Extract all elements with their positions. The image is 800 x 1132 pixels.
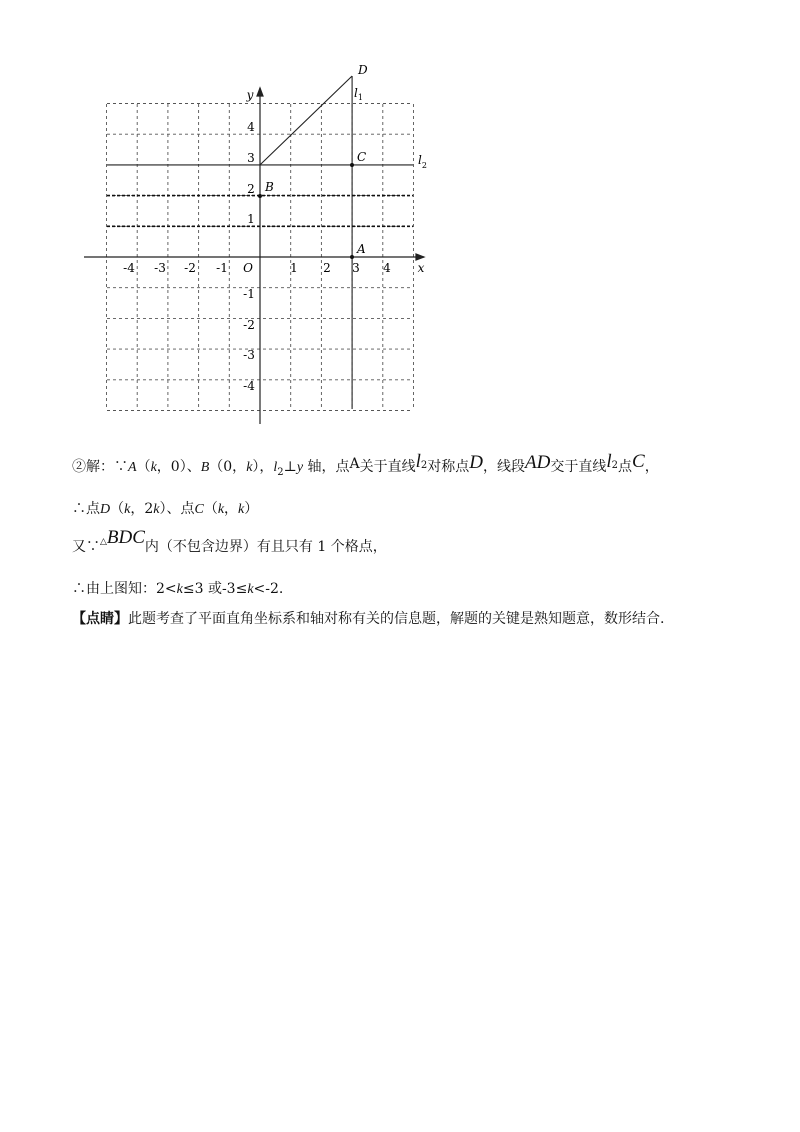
y-tick-label-neg2: -2 bbox=[243, 318, 255, 332]
y-tick-label-neg1: -1 bbox=[243, 287, 255, 301]
text-fragment: ）、点 bbox=[159, 501, 195, 517]
text-fragment: 交于直线 bbox=[550, 459, 607, 475]
text-fragment: ） bbox=[244, 501, 259, 517]
subscript: 2 bbox=[611, 460, 619, 471]
text-fragment: ）， bbox=[252, 459, 274, 475]
var-b: B bbox=[200, 460, 210, 475]
text-fragment: （0， bbox=[209, 459, 247, 475]
line-label-l1: $l_1$ bbox=[354, 86, 363, 102]
subscript: 2 bbox=[420, 460, 428, 471]
var-d: D bbox=[100, 502, 111, 517]
var-k: k bbox=[247, 582, 254, 597]
x-tick-label-1: 1 bbox=[290, 261, 298, 275]
y-tick-label-neg3: -3 bbox=[243, 348, 255, 362]
var-a-upright: A bbox=[349, 456, 360, 472]
triangle-bdc: BDC bbox=[106, 527, 145, 548]
text-fragment: ， bbox=[644, 459, 659, 475]
y-tick-label-neg4: -4 bbox=[243, 379, 255, 393]
text-fragment: ，0）、 bbox=[156, 459, 201, 475]
line-label-l2: $l_2$ bbox=[418, 153, 427, 170]
x-tick-label-2: 2 bbox=[323, 261, 331, 275]
point-label-b: B bbox=[265, 180, 274, 194]
text-fragment: 对称点 bbox=[427, 459, 470, 475]
var-k: k bbox=[124, 502, 131, 517]
solution-intro: ②解：∵ bbox=[72, 459, 128, 475]
var-k: k bbox=[246, 460, 253, 475]
y-tick-label-3: 3 bbox=[247, 151, 255, 165]
point-b-dot bbox=[258, 194, 262, 198]
var-a: A bbox=[128, 460, 137, 475]
origin-label: O bbox=[243, 261, 253, 275]
solution-line-4 bbox=[72, 579, 283, 600]
point-c-dot bbox=[350, 163, 354, 167]
var-k: k bbox=[238, 502, 245, 517]
y-axis-label: y bbox=[246, 88, 254, 102]
point-label-d: D bbox=[358, 63, 368, 77]
y-axis-arrow bbox=[257, 88, 263, 96]
comment-heading: 【点睛】 bbox=[72, 611, 128, 627]
text-fragment: （ bbox=[203, 501, 218, 517]
point-label-a: A bbox=[357, 242, 366, 256]
var-c: C bbox=[194, 502, 204, 517]
var-c-large: C bbox=[632, 451, 645, 472]
text-fragment: <-2. bbox=[253, 581, 284, 597]
point-label-c: C bbox=[357, 150, 367, 164]
text-fragment: 关于直线 bbox=[359, 459, 416, 475]
x-tick-label-3: 3 bbox=[352, 261, 360, 275]
text-fragment: ∴点 bbox=[72, 501, 100, 517]
var-l: l bbox=[273, 460, 278, 475]
y-tick-label-4: 4 bbox=[247, 120, 255, 134]
perp-symbol: ⊥ bbox=[283, 459, 297, 475]
coordinate-figure bbox=[0, 0, 800, 440]
var-l-large: l bbox=[606, 451, 612, 472]
x-axis-arrow bbox=[416, 254, 424, 260]
text-fragment: 内（不包含边界）有且只有 1 个格点， bbox=[144, 539, 387, 555]
x-axis-label: x bbox=[417, 261, 425, 275]
var-y: y bbox=[296, 460, 304, 475]
triangle-symbol: △ bbox=[100, 537, 107, 547]
var-k: k bbox=[217, 502, 225, 517]
x-tick-label-neg3: -3 bbox=[154, 261, 166, 275]
text-fragment: 轴，点 bbox=[303, 459, 350, 475]
y-tick-label-1: 1 bbox=[247, 212, 255, 226]
x-tick-label-neg2: -2 bbox=[184, 261, 196, 275]
segment-to-d bbox=[260, 76, 352, 165]
x-tick-label-neg1: -1 bbox=[216, 261, 228, 275]
solution-line-2 bbox=[72, 499, 258, 520]
text-fragment: ，2 bbox=[130, 501, 154, 517]
x-tick-label-4: 4 bbox=[383, 261, 391, 275]
text-fragment: （ bbox=[136, 459, 151, 475]
var-k: k bbox=[150, 460, 157, 475]
text-fragment: ∴由上图知：2< bbox=[72, 581, 177, 597]
text-fragment: （ bbox=[110, 501, 125, 517]
text-fragment: ，线段 bbox=[483, 459, 526, 475]
subscript: 2 bbox=[277, 467, 284, 478]
text-fragment: ， bbox=[224, 501, 239, 517]
comment-line bbox=[72, 609, 664, 629]
text-fragment: 又∵ bbox=[72, 539, 100, 555]
comment-text: 此题考查了平面直角坐标系和轴对称有关的信息题，解题的关键是熟知题意，数形结合. bbox=[128, 611, 665, 627]
axes bbox=[84, 88, 424, 424]
var-d-large: D bbox=[469, 452, 484, 473]
var-l-large: l bbox=[415, 451, 421, 472]
x-tick-label-neg4: -4 bbox=[123, 261, 135, 275]
var-k: k bbox=[153, 502, 160, 517]
text-fragment: 点 bbox=[618, 459, 633, 475]
solution-line-1 bbox=[72, 451, 659, 479]
var-k: k bbox=[176, 582, 183, 597]
solution-line-3 bbox=[72, 527, 387, 559]
point-a-dot bbox=[350, 255, 354, 259]
y-tick-label-2: 2 bbox=[247, 182, 255, 196]
var-ad-large: AD bbox=[525, 452, 551, 473]
text-fragment: ≤3 或-3≤ bbox=[182, 581, 248, 597]
